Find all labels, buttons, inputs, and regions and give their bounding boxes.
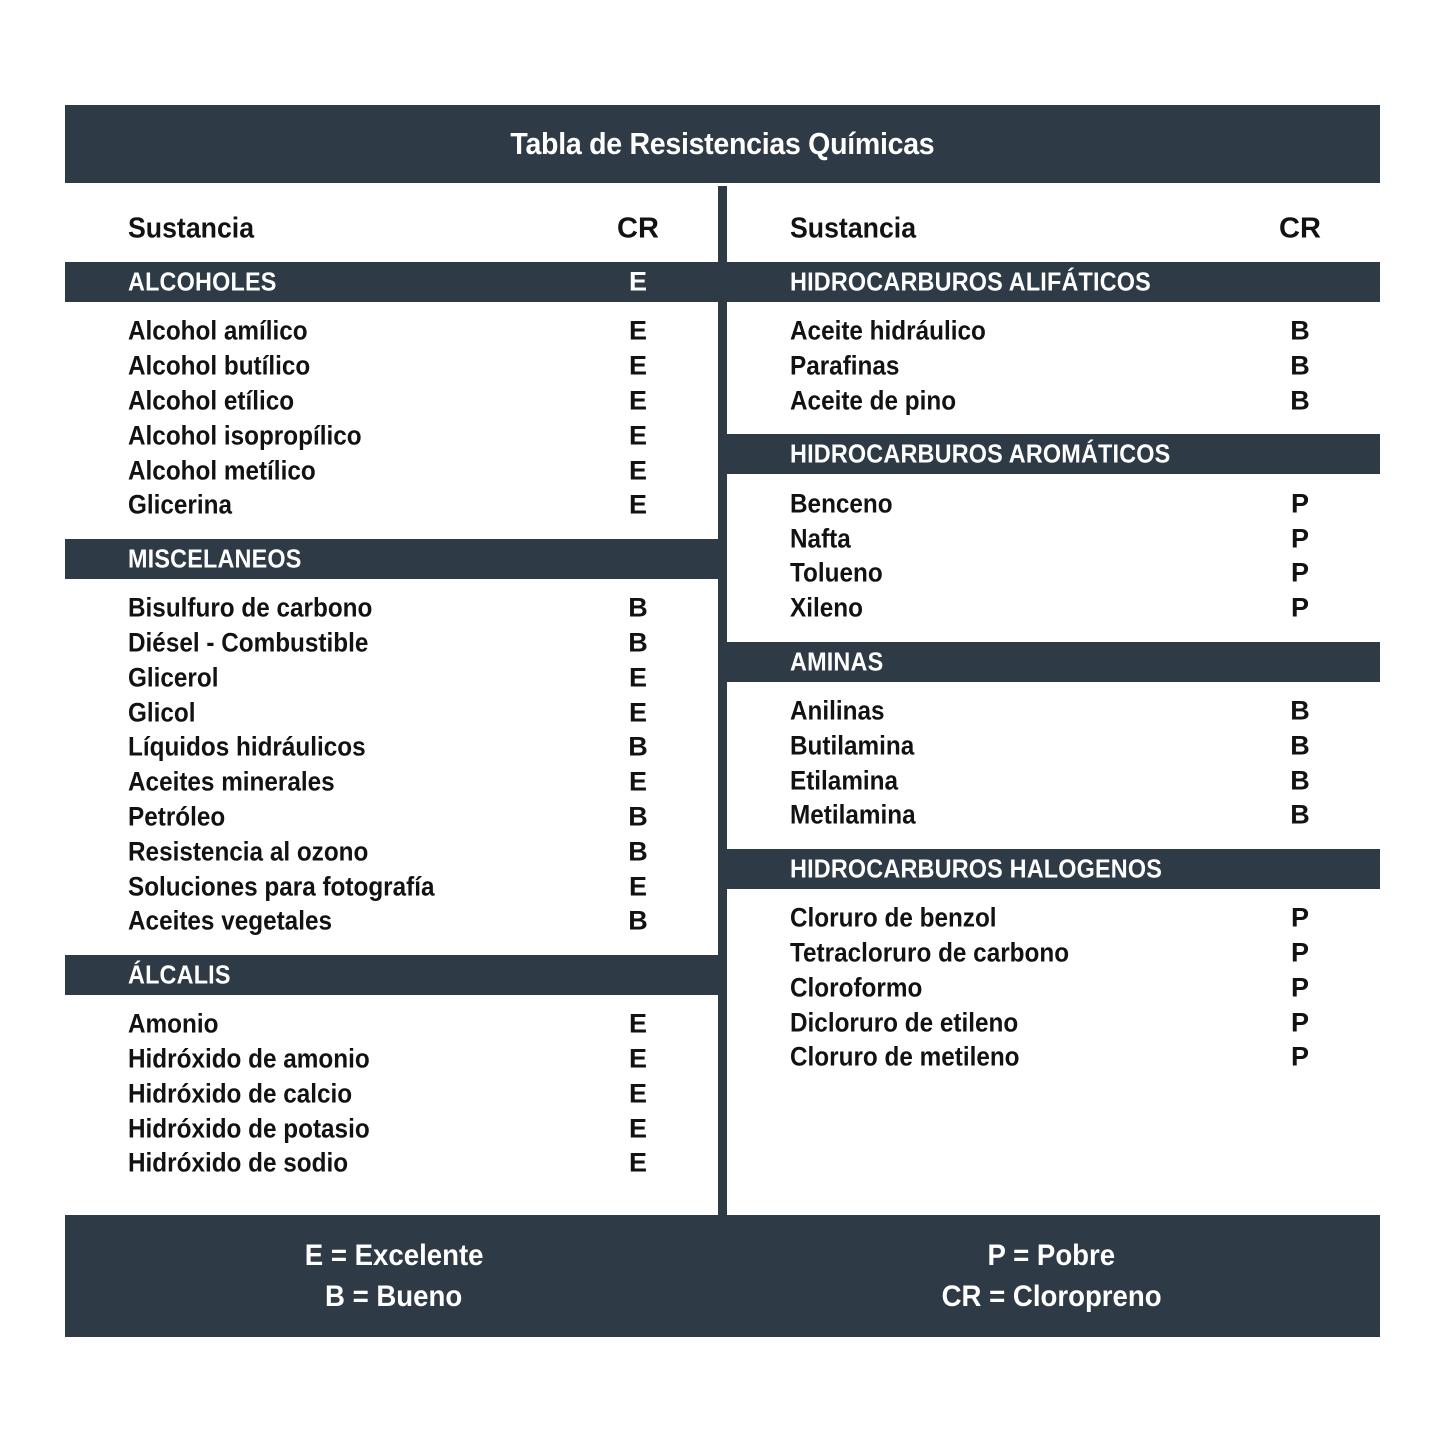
legend-item: CR = Cloropreno [941, 1279, 1162, 1313]
rating-value: E [628, 350, 647, 381]
rating-value: E [628, 1043, 647, 1074]
substance-name: Hidróxido de potasio [128, 1113, 370, 1144]
substance-header-label: Sustancia [790, 212, 917, 245]
section [727, 642, 1380, 849]
table-row [65, 384, 718, 419]
section-header-bar [65, 539, 718, 579]
rating-header-label: CR [1279, 212, 1321, 245]
table-row [727, 521, 1380, 556]
rating-value: B [628, 801, 648, 832]
substance-name: Glicol [128, 697, 196, 728]
table-row [727, 936, 1380, 971]
section-header-bar [727, 262, 1380, 302]
legend-left [65, 1215, 723, 1337]
rating-value: B [1290, 385, 1310, 416]
section-rows [65, 995, 718, 1197]
section [727, 262, 1380, 434]
substance-name: Nafta [790, 523, 851, 554]
substance-name: Diésel - Combustible [128, 627, 369, 658]
rating-value: E [628, 315, 647, 346]
table-row [65, 765, 718, 800]
sections-left [65, 262, 718, 1197]
section-rows [65, 579, 718, 955]
table-row [727, 694, 1380, 729]
rating-value: B [1290, 315, 1310, 346]
section [65, 955, 718, 1197]
rating-value: E [628, 455, 647, 486]
section-header-bar [727, 642, 1380, 682]
table-row [727, 349, 1380, 384]
table-row [65, 730, 718, 765]
rating-value: P [1290, 937, 1309, 968]
column-header [727, 183, 1380, 262]
substance-name: Dicloruro de etileno [790, 1007, 1019, 1038]
substance-name: Metilamina [790, 799, 916, 830]
legend-bar [65, 1215, 1380, 1337]
substance-name: Hidróxido de sodio [128, 1147, 349, 1178]
section-rows [727, 889, 1380, 1091]
page-title: Tabla de Resistencias Químicas [510, 126, 935, 161]
rating-value: B [1290, 730, 1310, 761]
section [65, 539, 718, 955]
rating-value: B [628, 627, 648, 658]
substance-name: Alcohol etílico [128, 385, 295, 416]
table-row [727, 314, 1380, 349]
section-header-bar [65, 955, 718, 995]
table-row [65, 1007, 718, 1042]
substance-name: Aceite hidráulico [790, 315, 986, 346]
table-row [727, 798, 1380, 833]
table-row [65, 1076, 718, 1111]
substance-name: Bisulfuro de carbono [128, 592, 373, 623]
rating-value: P [1290, 1041, 1309, 1072]
table-row [727, 556, 1380, 591]
table-row [65, 660, 718, 695]
substance-name: Hidróxido de amonio [128, 1043, 370, 1074]
substance-name: Xileno [790, 592, 863, 623]
table-row [65, 453, 718, 488]
substance-name: Soluciones para fotografía [128, 871, 435, 902]
section-header-bar [65, 262, 718, 302]
rating-value: P [1290, 972, 1309, 1003]
rating-value: B [628, 836, 648, 867]
legend-right [723, 1215, 1381, 1337]
table-row [65, 626, 718, 661]
substance-name: Cloroformo [790, 972, 923, 1003]
title-bar [65, 105, 1380, 183]
rating-value: E [628, 489, 647, 520]
substance-name: Benceno [790, 488, 893, 519]
sections-right [727, 262, 1380, 1091]
table-row [65, 869, 718, 904]
table-row [65, 1111, 718, 1146]
section [727, 849, 1380, 1091]
rating-value: E [628, 1147, 647, 1178]
column-divider [718, 186, 727, 1215]
substance-name: Etilamina [790, 765, 899, 796]
rating-value: B [1290, 765, 1310, 796]
rating-value: E [628, 385, 647, 416]
section-title: HIDROCARBUROS HALOGENOS [790, 853, 1163, 884]
rating-value: B [628, 905, 648, 936]
rating-value: E [628, 420, 647, 451]
section-title: HIDROCARBUROS AROMÁTICOS [790, 438, 1171, 469]
substance-name: Glicerol [128, 662, 219, 693]
table-row [727, 591, 1380, 626]
table-row [65, 1146, 718, 1181]
table-row [65, 349, 718, 384]
table-row [727, 486, 1380, 521]
table-row [65, 800, 718, 835]
substance-name: Glicerina [128, 489, 233, 520]
rating-value: E [628, 871, 647, 902]
substance-name: Hidróxido de calcio [128, 1078, 353, 1109]
rating-value: E [628, 1113, 647, 1144]
legend-item: P = Pobre [987, 1238, 1116, 1272]
rating-value: P [1290, 902, 1309, 933]
section-title: AMINAS [790, 646, 884, 677]
substance-name: Alcohol amílico [128, 315, 308, 346]
substance-name: Alcohol isopropílico [128, 420, 362, 451]
rating-value: E [628, 1008, 647, 1039]
column-left [65, 183, 718, 1197]
section-rows [65, 302, 718, 539]
column-header [65, 183, 718, 262]
table-row [65, 695, 718, 730]
table-row [65, 904, 718, 939]
rating-value: E [628, 766, 647, 797]
rating-value: B [1290, 350, 1310, 381]
rating-value: P [1290, 1007, 1309, 1038]
table-row [65, 591, 718, 626]
rating-value: B [628, 731, 648, 762]
substance-name: Anilinas [790, 695, 885, 726]
table-row [65, 834, 718, 869]
table-row [727, 384, 1380, 419]
substance-name: Cloruro de benzol [790, 902, 997, 933]
table-row [65, 418, 718, 453]
table-row [727, 1005, 1380, 1040]
table-row [727, 763, 1380, 798]
substance-name: Alcohol metílico [128, 455, 316, 486]
rating-value: B [1290, 695, 1310, 726]
substance-name: Tetracloruro de carbono [790, 937, 1070, 968]
rating-value: E [628, 1078, 647, 1109]
column-right [727, 183, 1380, 1091]
substance-name: Aceites vegetales [128, 905, 332, 936]
section [65, 262, 718, 539]
table-row [65, 314, 718, 349]
section-rows [727, 682, 1380, 849]
rating-value: P [1290, 488, 1309, 519]
substance-name: Resistencia al ozono [128, 836, 369, 867]
substance-name: Petróleo [128, 801, 226, 832]
substance-name: Butilamina [790, 730, 915, 761]
rating-value: B [1290, 799, 1310, 830]
table-row [727, 901, 1380, 936]
substance-name: Líquidos hidráulicos [128, 731, 366, 762]
table-row [65, 1042, 718, 1077]
substance-name: Amonio [128, 1008, 219, 1039]
rating-value: B [628, 592, 648, 623]
section-title: ÁLCALIS [128, 959, 231, 990]
section-title: HIDROCARBUROS ALIFÁTICOS [790, 266, 1151, 297]
section-title: ALCOHOLES [128, 266, 277, 297]
legend-item: E = Excelente [304, 1238, 484, 1272]
substance-name: Tolueno [790, 557, 883, 588]
rating-value: P [1290, 557, 1309, 588]
legend-item: B = Bueno [325, 1279, 463, 1313]
substance-header-label: Sustancia [128, 212, 255, 245]
section [727, 434, 1380, 641]
substance-name: Aceites minerales [128, 766, 335, 797]
substance-name: Alcohol butílico [128, 350, 311, 381]
table-row [727, 970, 1380, 1005]
section-rows [727, 474, 1380, 641]
section-rows [727, 302, 1380, 434]
section-header-bar [727, 849, 1380, 889]
substance-name: Cloruro de metileno [790, 1041, 1020, 1072]
substance-name: Parafinas [790, 350, 900, 381]
rating-value: E [628, 662, 647, 693]
table-row [727, 728, 1380, 763]
rating-value: P [1290, 523, 1309, 554]
table-row [727, 1040, 1380, 1075]
section-header-bar [727, 434, 1380, 474]
rating-header-label: CR [617, 212, 659, 245]
table-row [65, 488, 718, 523]
section-rating: E [628, 266, 647, 297]
section-title: MISCELANEOS [128, 543, 302, 574]
rating-value: E [628, 697, 647, 728]
rating-value: P [1290, 592, 1309, 623]
substance-name: Aceite de pino [790, 385, 957, 416]
